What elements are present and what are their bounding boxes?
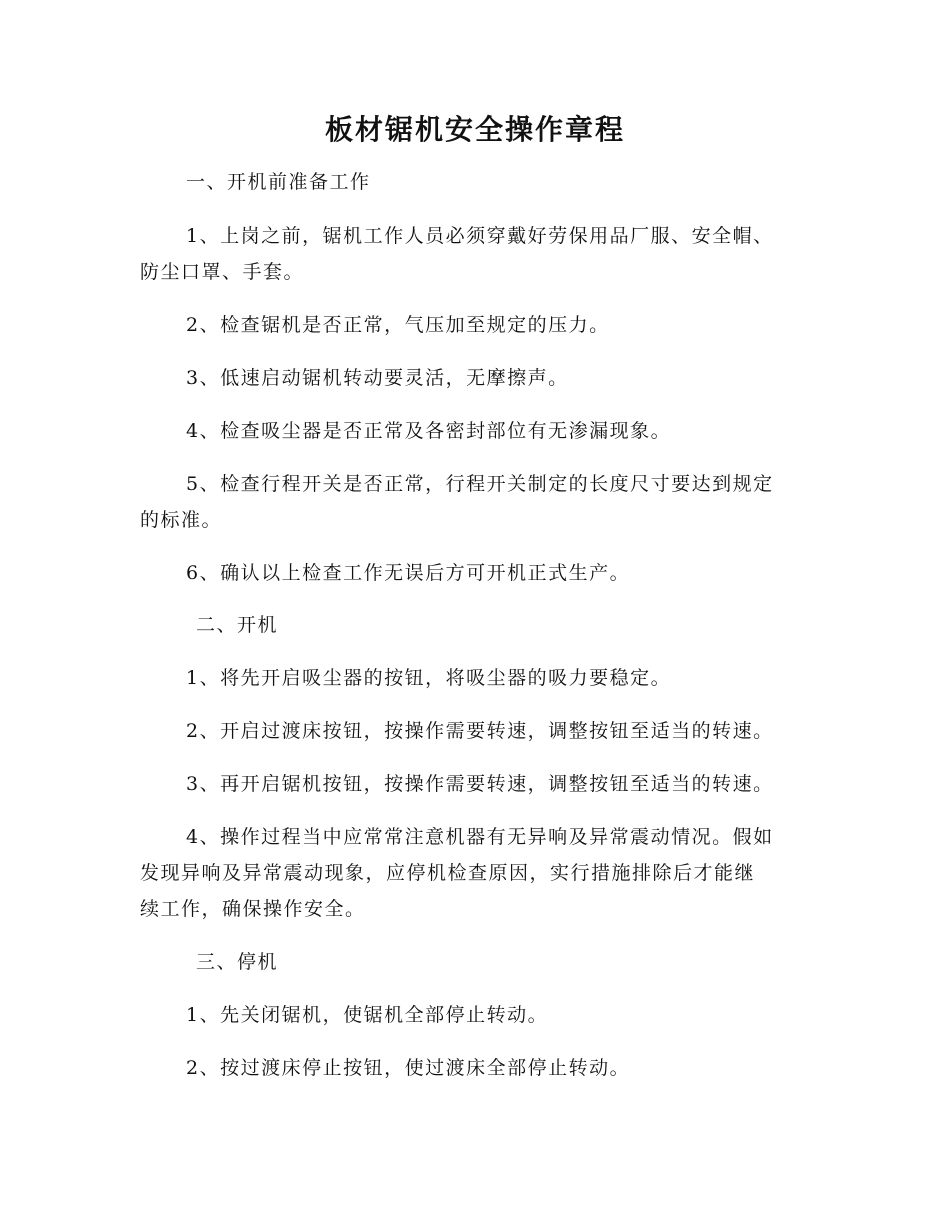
paragraph-line: 1、先关闭锯机，使锯机全部停止转动。 xyxy=(186,1004,549,1026)
paragraph-line: 2、按过渡床停止按钮，使过渡床全部停止转动。 xyxy=(186,1057,631,1079)
paragraph-line: 发现异响及异常震动现象，应停机检查原因，实行措施排除后才能继 xyxy=(140,862,756,884)
section-heading-stop: 三、停机 xyxy=(196,951,279,973)
paragraph-line: 续工作，确保操作安全。 xyxy=(140,898,366,920)
section-heading-start: 二、开机 xyxy=(196,614,279,636)
section-heading-prep: 一、开机前准备工作 xyxy=(186,171,371,193)
paragraph-line: 4、操作过程当中应常常注意机器有无异响及异常震动情况。假如 xyxy=(186,826,774,848)
paragraph-line: 1、上岗之前，锯机工作人员必须穿戴好劳保用品厂服、安全帽、 xyxy=(186,225,774,247)
document-title: 板材锯机安全操作章程 xyxy=(324,113,625,146)
paragraph-line: 4、检查吸尘器是否正常及各密封部位有无渗漏现象。 xyxy=(186,420,672,442)
paragraph-line: 1、将先开启吸尘器的按钮，将吸尘器的吸力要稳定。 xyxy=(186,667,672,689)
paragraph-line: 2、检查锯机是否正常，气压加至规定的压力。 xyxy=(186,314,610,336)
paragraph-line: 的标准。 xyxy=(140,509,223,531)
paragraph-line: 6、确认以上检查工作无误后方可开机正式生产。 xyxy=(186,562,631,584)
paragraph-line: 5、检查行程开关是否正常，行程开关制定的长度尺寸要达到规定 xyxy=(186,473,774,495)
paragraph-line: 防尘口罩、手套。 xyxy=(140,261,305,283)
paragraph-line: 3、再开启锯机按钮，按操作需要转速，调整按钮至适当的转速。 xyxy=(186,773,774,795)
paragraph-line: 3、低速启动锯机转动要灵活，无摩擦声。 xyxy=(186,367,569,389)
paragraph-line: 2、开启过渡床按钮，按操作需要转速，调整按钮至适当的转速。 xyxy=(186,720,774,742)
